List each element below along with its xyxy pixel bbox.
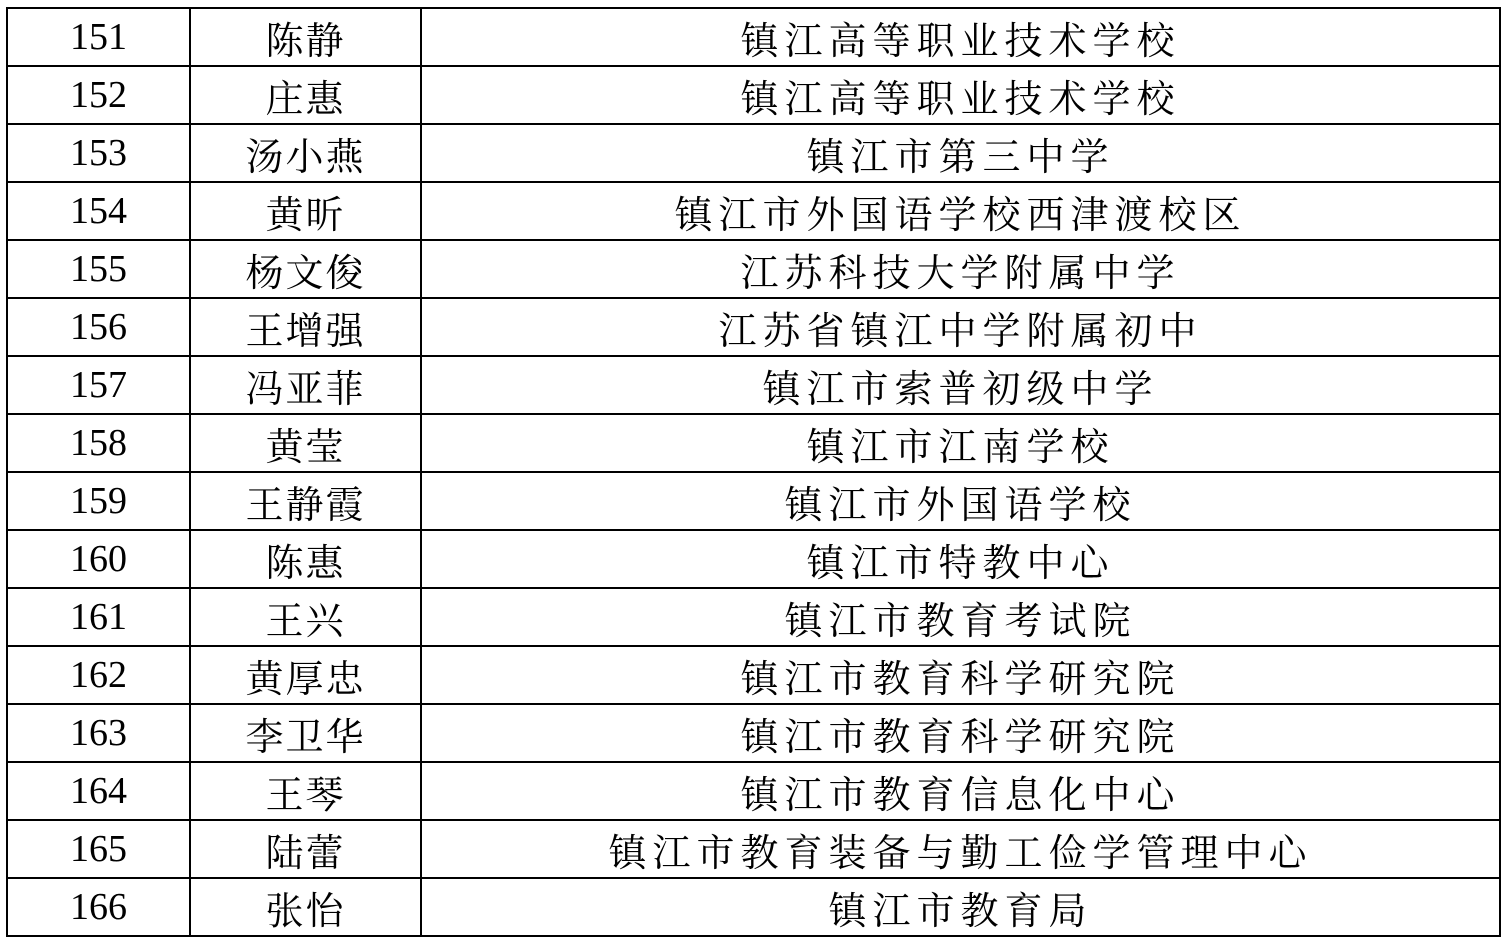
work-unit-cell: 镇江市教育装备与勤工俭学管理中心: [421, 820, 1500, 878]
table-row: [7, 182, 1500, 240]
table-row: [7, 472, 1500, 530]
person-name-cell: 黄昕: [190, 182, 421, 240]
serial-number-cell: 164: [7, 762, 190, 820]
person-name-cell: 陆蕾: [190, 820, 421, 878]
person-name-cell: 黄厚忠: [190, 646, 421, 704]
serial-number-cell: 162: [7, 646, 190, 704]
table-row: [7, 298, 1500, 356]
work-unit-cell: 镇江市教育科学研究院: [421, 704, 1500, 762]
serial-number-cell: 157: [7, 356, 190, 414]
table-row: [7, 8, 1500, 66]
document-sheet: [6, 7, 1499, 933]
work-unit-cell: 镇江市外国语学校西津渡校区: [421, 182, 1500, 240]
serial-number-cell: 153: [7, 124, 190, 182]
table-row: [7, 124, 1500, 182]
work-unit-cell: 镇江市教育信息化中心: [421, 762, 1500, 820]
work-unit-cell: 镇江高等职业技术学校: [421, 66, 1500, 124]
person-name-cell: 黄莹: [190, 414, 421, 472]
table-row: [7, 588, 1500, 646]
table-row: [7, 240, 1500, 298]
work-unit-cell: 镇江市教育局: [421, 878, 1500, 936]
person-name-cell: 王兴: [190, 588, 421, 646]
person-name-cell: 陈静: [190, 8, 421, 66]
table-row: [7, 704, 1500, 762]
person-name-cell: 冯亚菲: [190, 356, 421, 414]
work-unit-cell: 镇江市特教中心: [421, 530, 1500, 588]
work-unit-cell: 镇江市第三中学: [421, 124, 1500, 182]
work-unit-cell: 镇江市索普初级中学: [421, 356, 1500, 414]
person-name-cell: 李卫华: [190, 704, 421, 762]
person-name-cell: 王琴: [190, 762, 421, 820]
serial-number-cell: 151: [7, 8, 190, 66]
table-row: [7, 820, 1500, 878]
serial-number-cell: 159: [7, 472, 190, 530]
table-row: [7, 646, 1500, 704]
work-unit-cell: 镇江高等职业技术学校: [421, 8, 1500, 66]
work-unit-cell: 镇江市教育考试院: [421, 588, 1500, 646]
person-name-cell: 张怡: [190, 878, 421, 936]
table-row: [7, 356, 1500, 414]
serial-number-cell: 156: [7, 298, 190, 356]
table-row: [7, 66, 1500, 124]
serial-number-cell: 161: [7, 588, 190, 646]
serial-number-cell: 160: [7, 530, 190, 588]
work-unit-cell: 镇江市教育科学研究院: [421, 646, 1500, 704]
person-name-cell: 陈惠: [190, 530, 421, 588]
person-name-cell: 庄惠: [190, 66, 421, 124]
person-name-cell: 王静霞: [190, 472, 421, 530]
person-name-cell: 王增强: [190, 298, 421, 356]
table-row: [7, 762, 1500, 820]
work-unit-cell: 镇江市江南学校: [421, 414, 1500, 472]
serial-number-cell: 163: [7, 704, 190, 762]
table-row: [7, 530, 1500, 588]
serial-number-cell: 165: [7, 820, 190, 878]
serial-number-cell: 155: [7, 240, 190, 298]
roster-table: [6, 7, 1501, 937]
work-unit-cell: 镇江市外国语学校: [421, 472, 1500, 530]
work-unit-cell: 江苏省镇江中学附属初中: [421, 298, 1500, 356]
work-unit-cell: 江苏科技大学附属中学: [421, 240, 1500, 298]
serial-number-cell: 152: [7, 66, 190, 124]
person-name-cell: 杨文俊: [190, 240, 421, 298]
table-row: [7, 414, 1500, 472]
serial-number-cell: 154: [7, 182, 190, 240]
serial-number-cell: 166: [7, 878, 190, 936]
roster-table-body: [7, 8, 1500, 936]
table-row: [7, 878, 1500, 936]
person-name-cell: 汤小燕: [190, 124, 421, 182]
serial-number-cell: 158: [7, 414, 190, 472]
